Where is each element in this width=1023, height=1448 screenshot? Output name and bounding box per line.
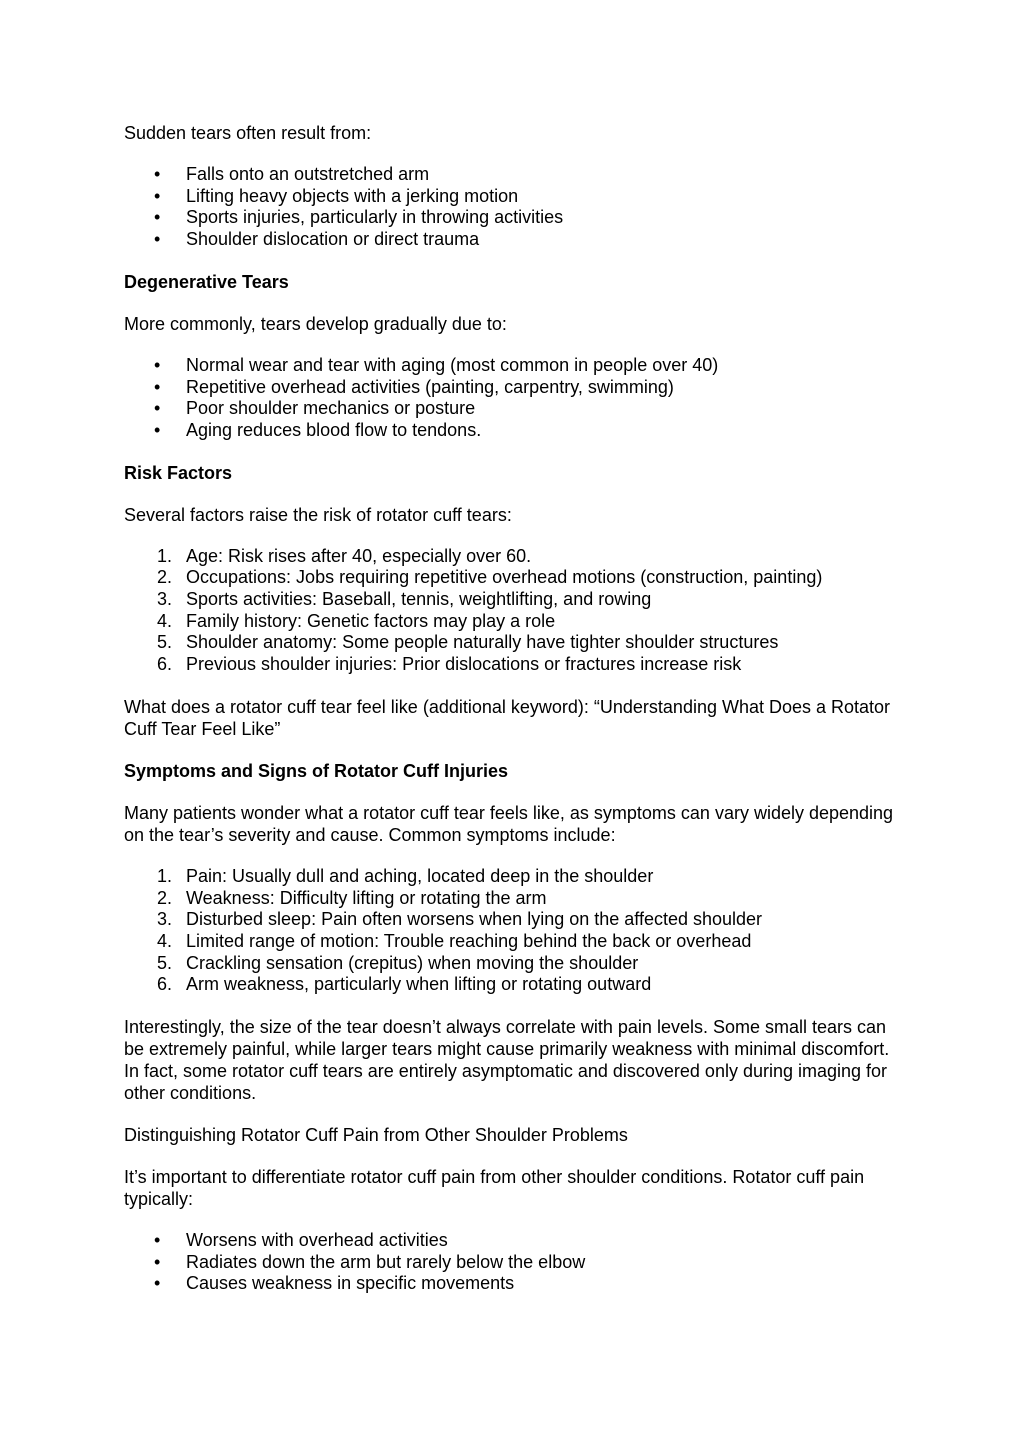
- bullet-icon: •: [154, 398, 161, 419]
- bullet-icon: •: [154, 229, 161, 250]
- list-item: 5. Crackling sensation (crepitus) when moving the shoulder: [124, 953, 896, 975]
- list-item: 4. Family history: Genetic factors may play a role: [124, 611, 896, 633]
- list-item: • Normal wear and tear with aging (most common in people over 40): [154, 354, 719, 375]
- list-number: 3.: [156, 589, 172, 610]
- list-item: 6. Arm weakness, particularly when lifting or rotating outward: [124, 974, 896, 996]
- bullet-icon: •: [154, 164, 161, 184]
- pain-characteristics-list: [124, 1230, 896, 1295]
- degenerative-intro: More commonly, tears develop gradually due to:: [124, 313, 507, 334]
- keyword-note: What does a rotator cuff tear feel like (additional keyword): “Understanding What Does a Rotator Cuff Tear Feel Like”: [124, 696, 891, 739]
- list-number: 4.: [156, 930, 172, 951]
- list-number: 2.: [156, 567, 172, 588]
- distinguishing-heading: Distinguishing Rotator Cuff Pain from Other Shoulder Problems: [124, 1125, 628, 1146]
- list-item: • Radiates down the arm but rarely below the elbow: [154, 1251, 586, 1272]
- list-number: 1.: [156, 865, 172, 886]
- bullet-icon: •: [154, 354, 161, 375]
- list-item: 6. Previous shoulder injuries: Prior dislocations or fractures increase risk: [124, 654, 896, 676]
- list-number: 4.: [156, 610, 172, 631]
- list-item: • Falls onto an outstretched arm: [154, 164, 430, 184]
- differentiate-paragraph: It’s important to differentiate rotator cuff pain from other shoulder conditions. Rotator cuff pain typically:: [124, 1167, 865, 1210]
- degenerative-list: [124, 355, 896, 442]
- bullet-icon: •: [154, 1251, 161, 1272]
- risk-intro: Several factors raise the risk of rotator cuff tears:: [124, 504, 512, 525]
- list-item: • Poor shoulder mechanics or posture: [154, 398, 476, 419]
- list-number: 6.: [156, 654, 172, 675]
- list-item: 3. Disturbed sleep: Pain often worsens when lying on the affected shoulder: [124, 909, 896, 931]
- list-item: • Sports injuries, particularly in throwing activities: [154, 207, 564, 228]
- list-item: • Shoulder dislocation or direct trauma: [154, 229, 480, 250]
- bullet-icon: •: [154, 1230, 161, 1251]
- list-item: • Worsens with overhead activities: [154, 1230, 448, 1251]
- list-number: 6.: [156, 974, 172, 995]
- list-item: 3. Sports activities: Baseball, tennis, weightlifting, and rowing: [124, 589, 896, 611]
- list-item: 2. Occupations: Jobs requiring repetitive overhead motions (construction, painting): [124, 567, 896, 589]
- list-item: 1. Age: Risk rises after 40, especially over 60.: [124, 546, 896, 568]
- bullet-icon: •: [154, 376, 161, 397]
- list-number: 3.: [156, 909, 172, 930]
- sudden-intro: Sudden tears often result from:: [124, 123, 372, 143]
- list-item: • Lifting heavy objects with a jerking motion: [154, 185, 519, 206]
- list-number: 5.: [156, 632, 172, 653]
- symptoms-heading: Symptoms and Signs of Rotator Cuff Injuries: [124, 760, 509, 781]
- list-item: 4. Limited range of motion: Trouble reaching behind the back or overhead: [124, 931, 896, 953]
- symptoms-list: [124, 866, 896, 996]
- sudden-tears-list: [124, 164, 896, 251]
- bullet-icon: •: [154, 419, 161, 440]
- bullet-icon: •: [154, 1273, 161, 1294]
- list-item: • Repetitive overhead activities (painting, carpentry, swimming): [154, 376, 674, 397]
- bullet-icon: •: [154, 207, 161, 228]
- list-item: 1. Pain: Usually dull and aching, located deep in the shoulder: [124, 866, 896, 888]
- risk-heading: Risk Factors: [124, 462, 233, 483]
- bullet-icon: •: [154, 185, 161, 206]
- symptoms-intro: Many patients wonder what a rotator cuff tear feels like, as symptoms can vary widely depending on the tear’s severity and cause. Common symptoms include:: [124, 802, 894, 845]
- list-item: 5. Shoulder anatomy: Some people naturally have tighter shoulder structures: [124, 632, 896, 654]
- list-item: 2. Weakness: Difficulty lifting or rotating the arm: [124, 888, 896, 910]
- risk-factors-list: [124, 546, 896, 676]
- list-item: • Aging reduces blood flow to tendons.: [154, 419, 482, 440]
- list-number: 5.: [156, 952, 172, 973]
- list-number: 2.: [156, 887, 172, 908]
- document-page: [124, 122, 896, 1315]
- interestingly-paragraph: Interestingly, the size of the tear doesn’t always correlate with pain levels. Some small tears can be extremely painful, while larger tears might cause primarily weakness with minimal discomfort. In fact, some rotator cuff tears are entirely asymptomatic and discovered only during imaging for other conditions.: [124, 1017, 890, 1104]
- list-number: 1.: [156, 545, 172, 566]
- list-item: • Causes weakness in specific movements: [154, 1273, 515, 1294]
- degenerative-heading: Degenerative Tears: [124, 271, 289, 292]
